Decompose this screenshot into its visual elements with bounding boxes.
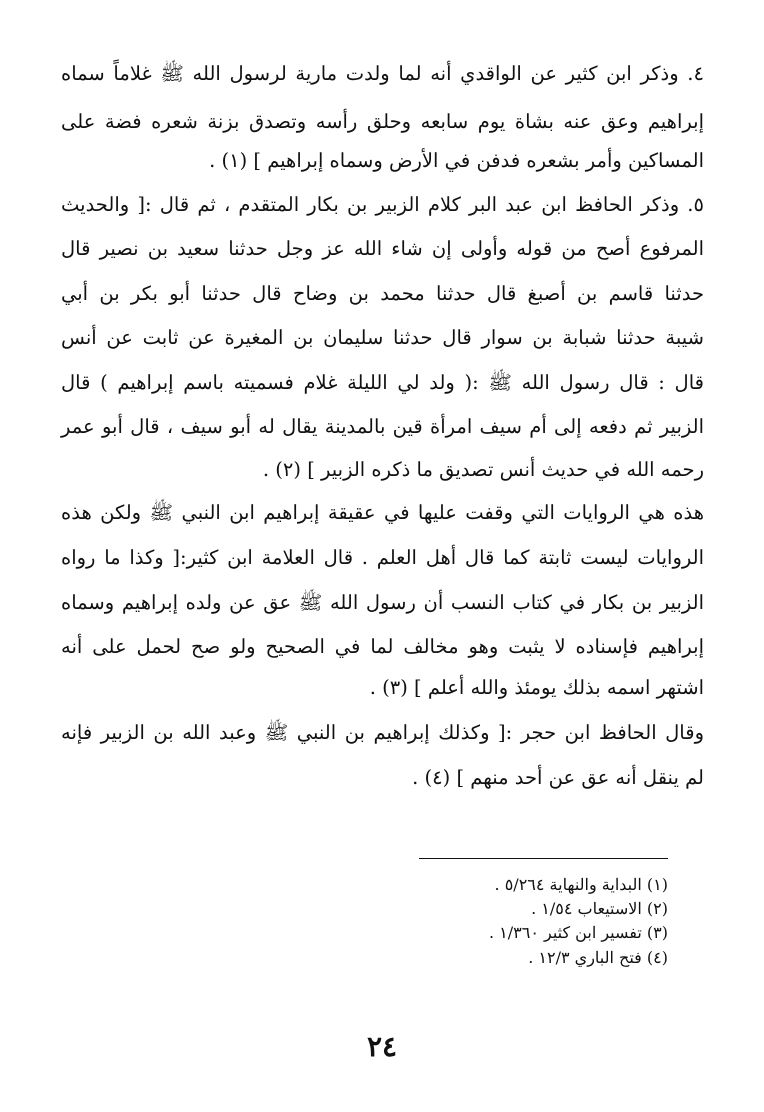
footnote: (١) البداية والنهاية ٥/٢٦٤ . [494,875,668,894]
footnote-divider [419,858,668,859]
footnote: (٤) فتح الباري ١٢/٣ . [528,948,668,967]
body-line: المرفوع أصح من قوله وأولى إن شاء الله عز وجل حدثنا سعيد بن نصير قال [61,237,704,260]
body-line: إبراهيم فإسناده لا يثبت وهو مخالف لما في الصحيح ولو صح لحمل على أنه [61,635,704,658]
body-line: شيبة حدثنا شبابة بن سوار قال حدثنا سليمان بن المغيرة عن ثابت عن أنس [61,326,704,349]
body-line: لم ينقل أنه عق عن أحد منهم ] (٤) . [412,766,704,789]
body-line: ٤. وذكر ابن كثير عن الواقدي أنه لما ولدت مارية لرسول الله ﷺ غلاماً سماه [61,62,704,85]
body-line: رحمه الله في حديث أنس تصديق ما ذكره الزبير ] (٢) . [262,458,704,481]
footnote: (٢) الاستيعاب ١/٥٤ . [531,899,668,918]
body-line: الزبير بن بكار في كتاب النسب أن رسول الله ﷺ عق عن ولده إبراهيم وسماه [61,591,704,614]
body-line: اشتهر اسمه بذلك يومئذ والله أعلم ] (٣) . [369,676,704,699]
body-line: إبراهيم وعق عنه بشاة يوم سابعه وحلق رأسه وتصدق بزنة شعره فضة على [61,110,704,133]
body-line: الروايات ليست ثابتة كما قال أهل العلم . قال العلامة ابن كثير:[ وكذا ما رواه [61,546,704,569]
body-line: ٥. وذكر الحافظ ابن عبد البر كلام الزبير بن بكار المتقدم ، ثم قال :[ والحديث [61,193,704,216]
body-line: وقال الحافظ ابن حجر :[ وكذلك إبراهيم بن النبي ﷺ وعبد الله بن الزبير فإنه [61,721,704,744]
footnote: (٣) تفسير ابن كثير ١/٣٦٠ . [488,923,668,942]
body-line: هذه هي الروايات التي وقفت عليها في عقيقة إبراهيم ابن النبي ﷺ ولكن هذه [61,501,704,524]
body-line: المساكين وأمر بشعره فدفن في الأرض وسماه إبراهيم ] (١) . [209,149,704,172]
body-line: قال : قال رسول الله ﷺ :( ولد لي الليلة غلام فسميته باسم إبراهيم ) قال [61,371,704,394]
body-line: الزبير ثم دفعه إلى أم سيف امرأة قين بالمدينة يقال له أبو سيف ، قال أبو عمر [61,415,704,438]
body-line: حدثنا قاسم بن أصبغ قال حدثنا محمد بن وضاح قال حدثنا أبو بكر بن أبي [61,282,704,305]
page-number: ٢٤ [366,1030,398,1063]
